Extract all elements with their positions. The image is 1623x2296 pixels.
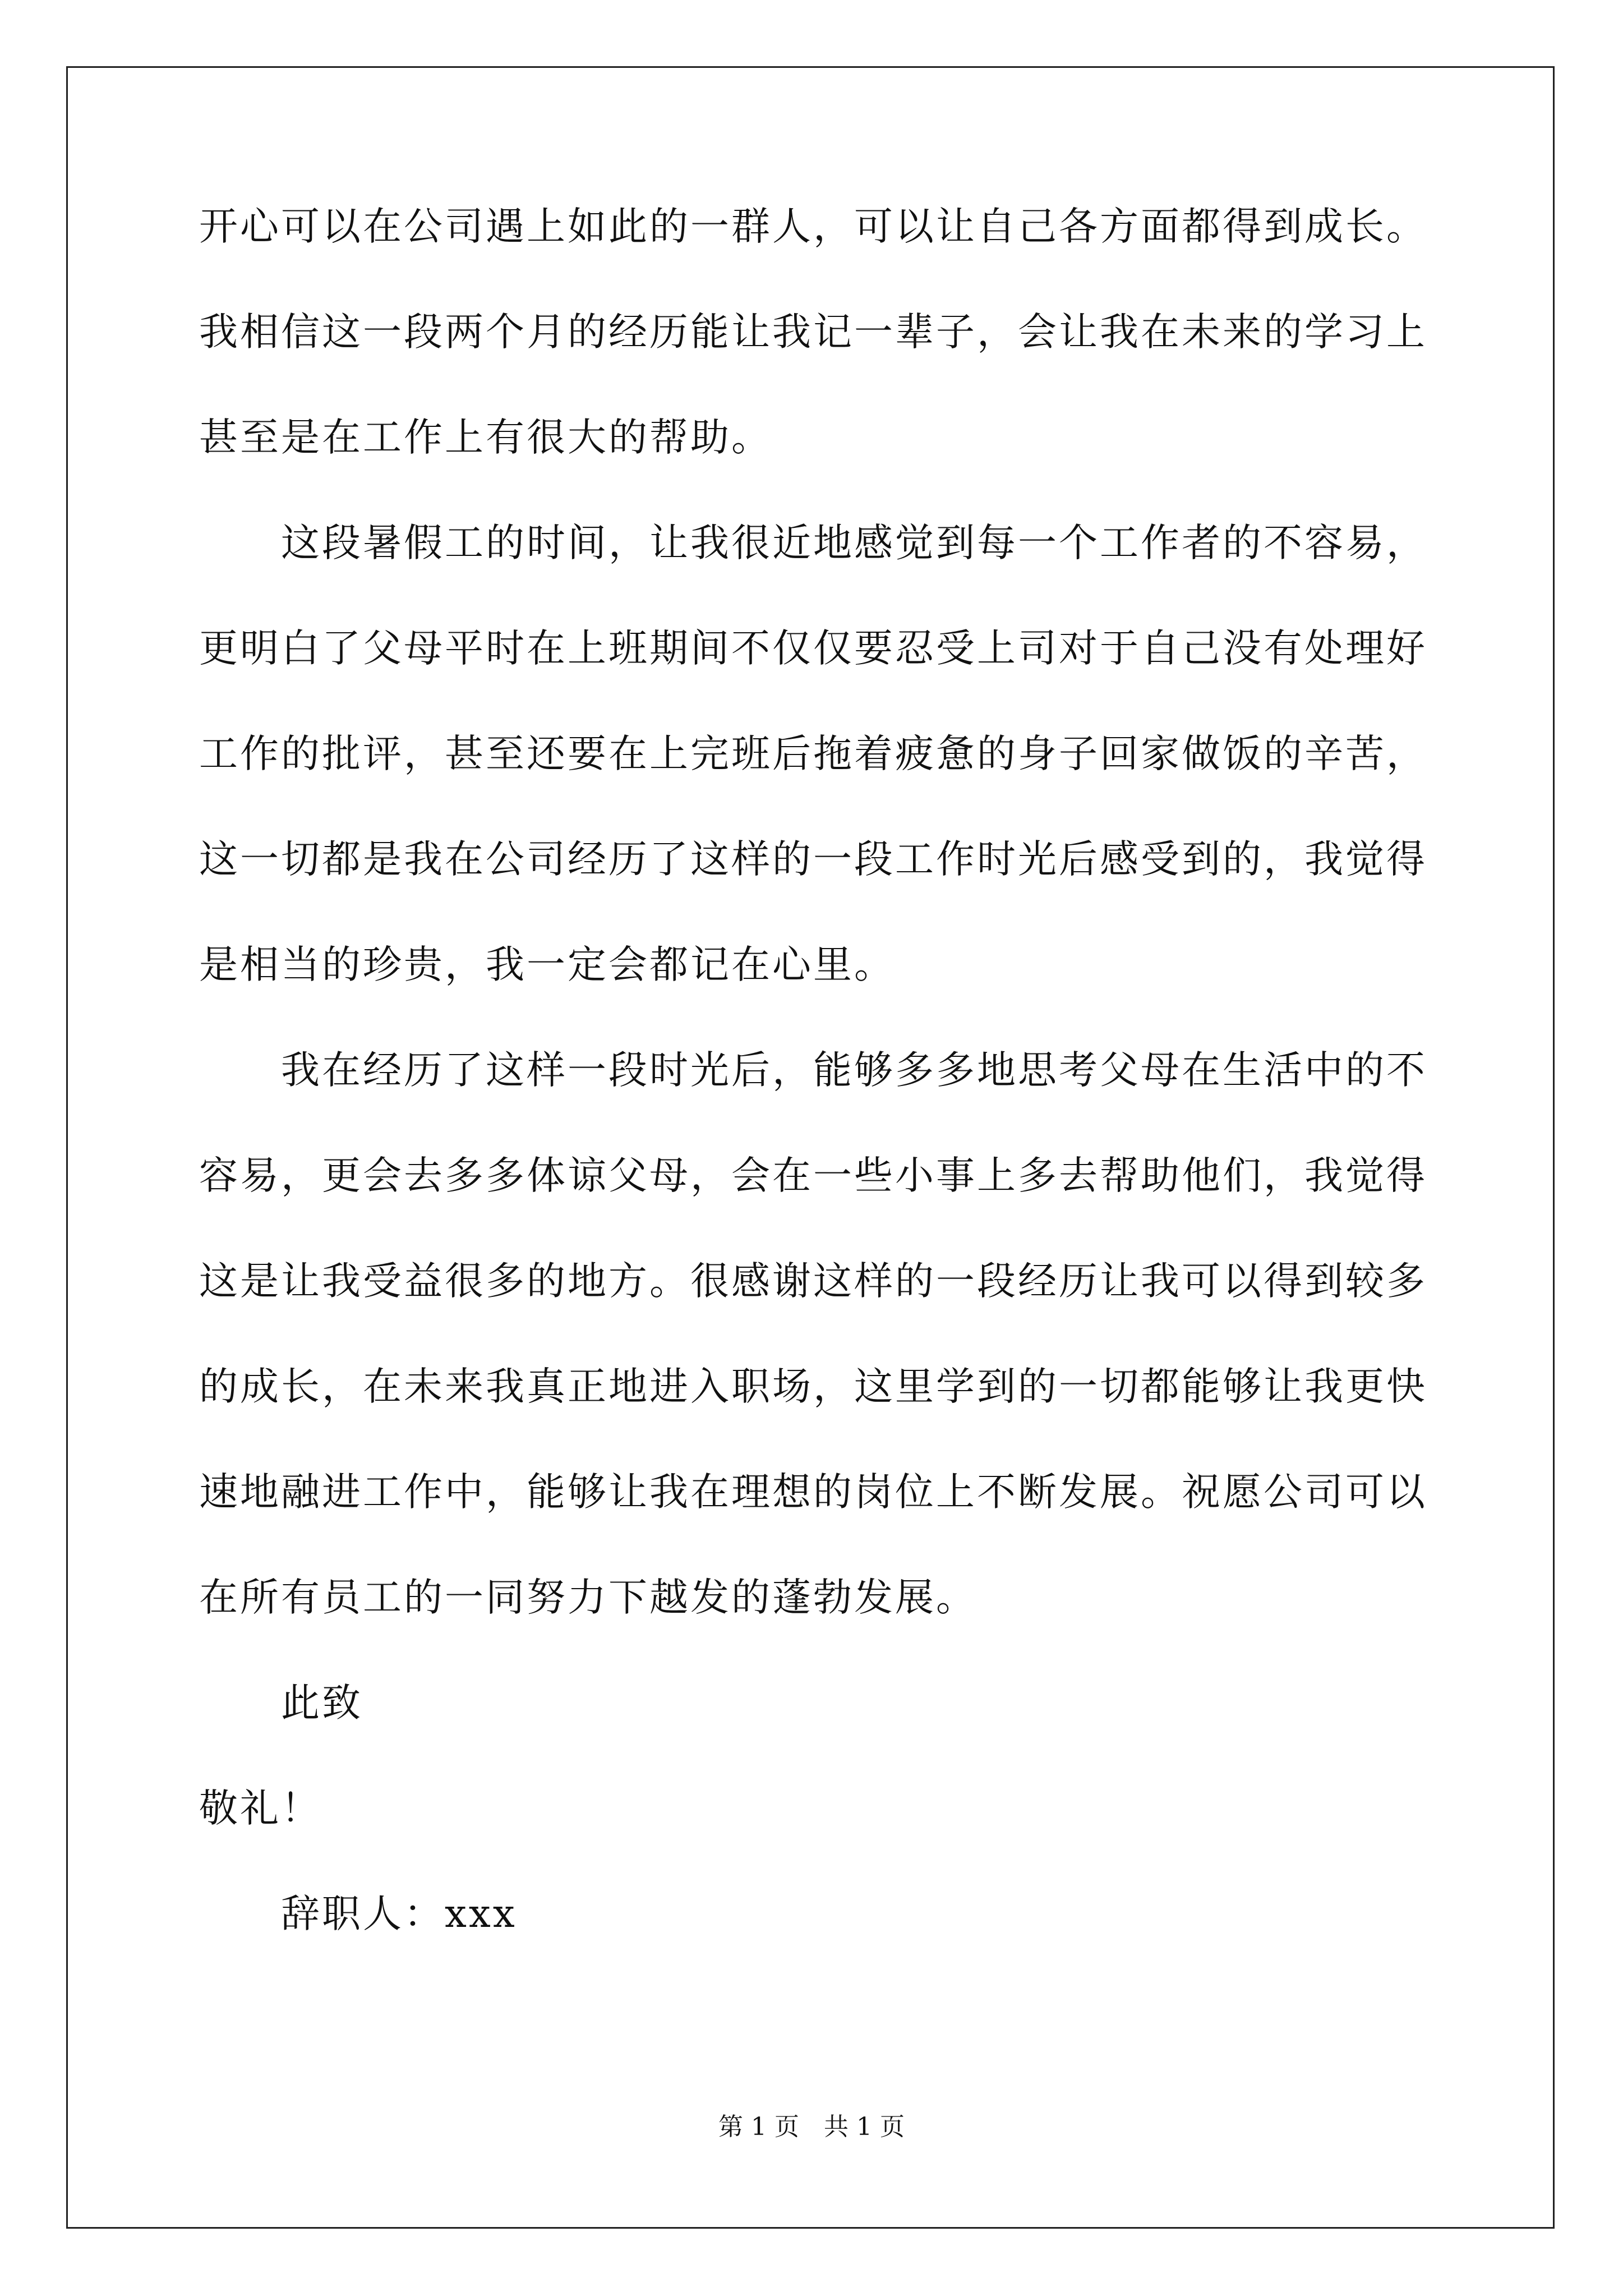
letter-line: 这 段 暑 假 工 的 时 间 ， 让 我 很 近 地 感 觉 到 每 一 个 工 作 者 的 不 容 易 ， [281,521,1427,565]
letter-line: 是相当的珍贵，我一定会都记在心里。 [199,942,895,987]
letter-line: 速 地 融 进 工 作 中 ， 能 够 让 我 在 理 想 的 岗 位 上 不 断 发 展 。 祝 愿 公 司 可 以 [199,1470,1427,1515]
letter-line: 更 明 白 了 父 母 平 时 在 上 班 期 间 不 仅 仅 要 忍 受 上 司 对 于 自 己 没 有 处 理 好 [199,626,1427,671]
letter-line: 这 一 切 都 是 我 在 公 司 经 历 了 这 样 的 一 段 工 作 时 光 后 感 受 到 的 ， 我 觉 得 [199,837,1427,882]
letter-line: 的 成 长 ， 在 未 来 我 真 正 地 进 入 职 场 ， 这 里 学 到 的 一 切 都 能 够 让 我 更 快 [199,1364,1427,1409]
letter-line: 这 是 让 我 受 益 很 多 的 地 方 。 很 感 谢 这 样 的 一 段 经 历 让 我 可 以 得 到 较 多 [199,1259,1427,1304]
letter-line: 在所有员工的一同努力下越发的蓬勃发展。 [199,1575,977,1620]
letter-line: 容 易 ， 更 会 去 多 多 体 谅 父 母 ， 会 在 一 些 小 事 上 多 去 帮 助 他 们 ， 我 觉 得 [199,1153,1427,1198]
letter-body [199,204,1427,2000]
letter-line: 甚至是在工作上有很大的帮助。 [199,415,772,460]
letter-line: 开 心 可 以 在 公 司 遇 上 如 此 的 一 群 人 ， 可 以 让 自 己 各 方 面 都 得 到 成 长 。 [199,204,1427,249]
letter-line: 敬礼！ [199,1786,322,1831]
letter-line: 工 作 的 批 评 ， 甚 至 还 要 在 上 完 班 后 拖 着 疲 惫 的 身 子 回 家 做 饭 的 辛 苦 ， [199,731,1427,776]
letter-line: 此致 [281,1681,363,1726]
page-footer: 第 1 页 共 1 页 [718,2113,905,2141]
letter-line: 我 相 信 这 一 段 两 个 月 的 经 历 能 让 我 记 一 辈 子 ， 会 让 我 在 未 来 的 学 习 上 [199,310,1427,355]
letter-line: 我 在 经 历 了 这 样 一 段 时 光 后 ， 能 够 多 多 地 思 考 父 母 在 生 活 中 的 不 [281,1048,1427,1093]
letter-line: 辞职人：xxx [281,1892,517,1936]
